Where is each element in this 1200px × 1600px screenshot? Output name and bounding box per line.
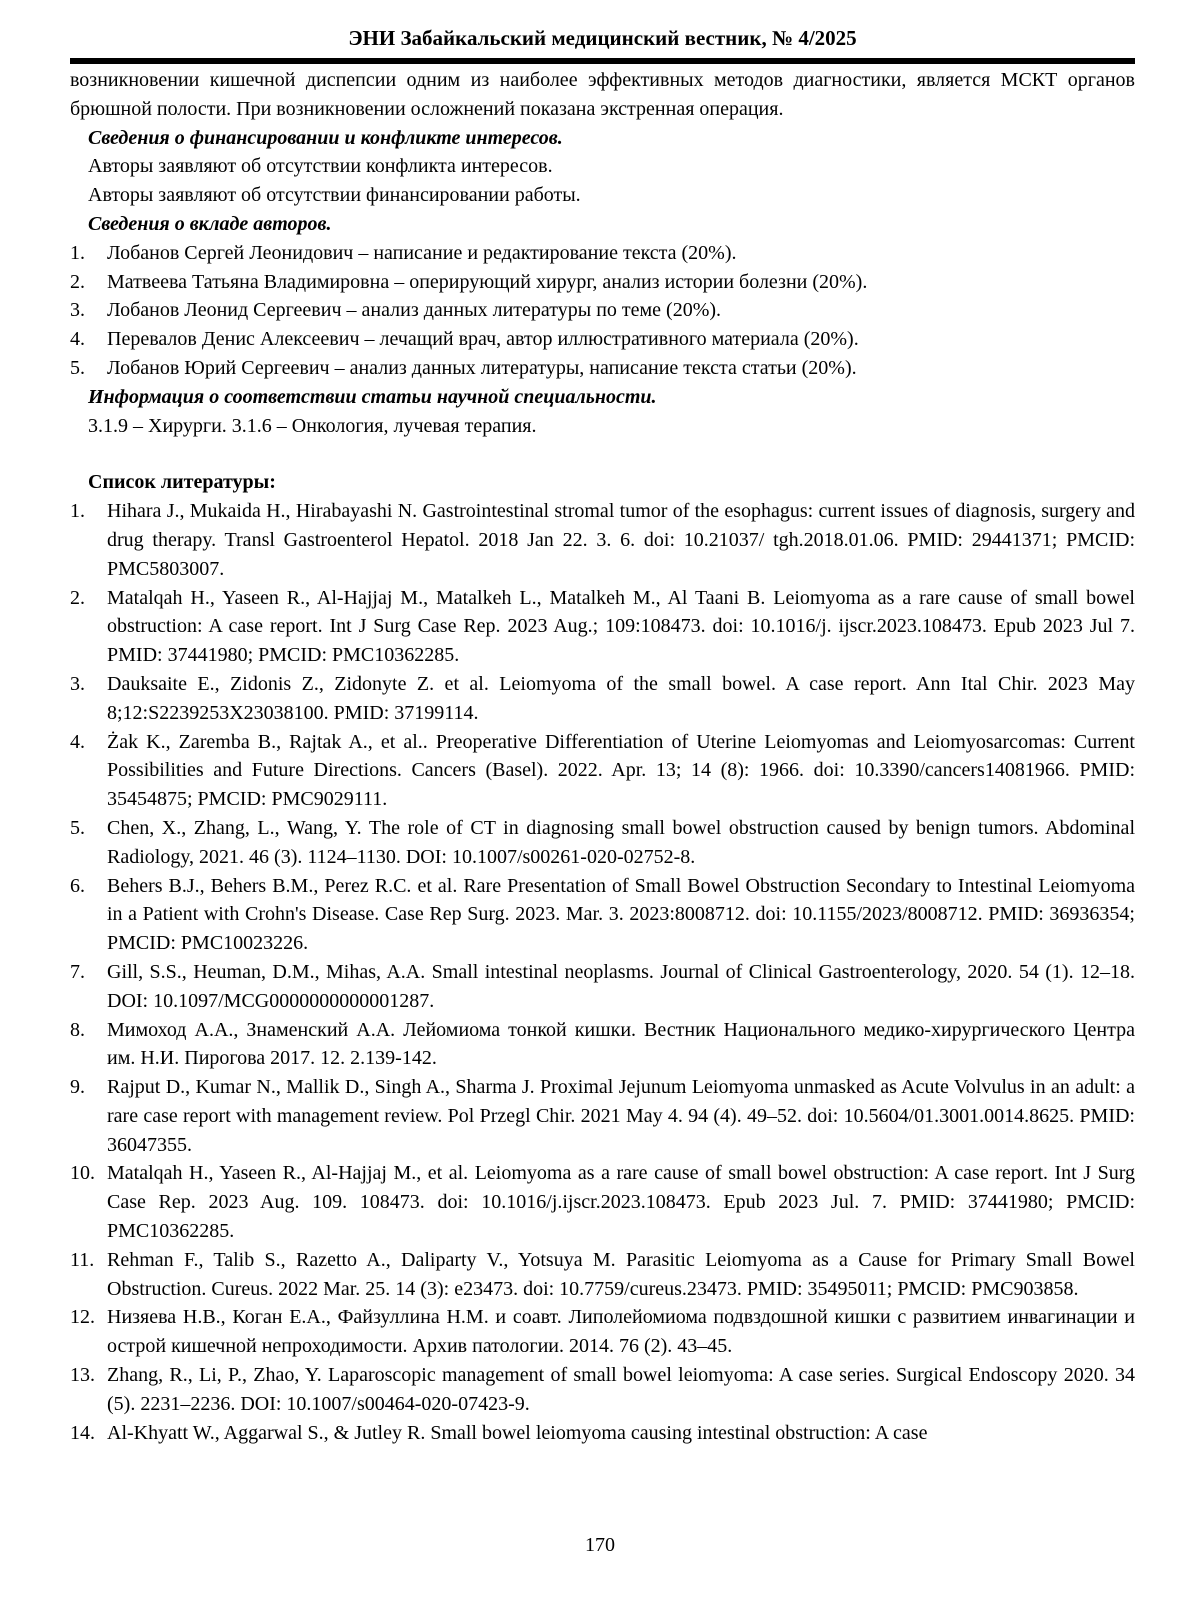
contribution-heading: Сведения о вкладе авторов. bbox=[88, 212, 332, 235]
contribution-item bbox=[70, 239, 1135, 268]
reference-text: Behers B.J., Behers B.M., Perez R.C. et al. Rare Presentation of Small Bowel Obstruction Secondary to Intestinal Leiomyoma in a Patient with Crohn's Disease. Case Rep Surg. 2023. Mar. 3. 2023:8008712. doi: 10.1155/2023/8008712. PMID: 36936354; PMCID: PMC10023226. bbox=[107, 874, 1135, 955]
journal-header: ЭНИ Забайкальский медицинский вестник, № 4/2025 bbox=[348, 26, 857, 50]
list-number: 5. bbox=[70, 816, 85, 839]
list-number: 4. bbox=[70, 730, 85, 753]
list-number: 1. bbox=[70, 500, 85, 523]
reference-text: Rajput D., Kumar N., Mallik D., Singh A., Sharma J. Proximal Jejunum Leiomyoma unmasked as Acute Volvulus in an adult: a rare case report with management review. Pol Przegl Chir. 2021 May 4. 94 (4). 49–52. doi: 10.5604/01.3001.0014.8625. PMID: 36047355. bbox=[107, 1076, 1135, 1156]
reference-text: Żak K., Zaremba B., Rajtak A., et al.. Preoperative Differentiation of Uterine Leiomyomas and Leiomyosarcomas: Current Possibilities and Future Directions. Cancers (Basel). 2022. Apr. 13; 14 (8): 1966. doi: 10.3390/cancers14081966. PMID: 35454875; PMCID: PMC9029111. bbox=[107, 730, 1135, 811]
specialty-text: 3.1.9 – Хирурги. 3.1.6 – Онкология, лучевая терапия. bbox=[88, 414, 537, 437]
contribution-item bbox=[70, 325, 1135, 354]
contribution-text: Перевалов Денис Алексеевич – лечащий врач, автор иллюстративного материала (20%). bbox=[107, 328, 859, 351]
list-number: 7. bbox=[70, 960, 85, 983]
list-number: 4. bbox=[70, 328, 85, 351]
reference-item bbox=[70, 958, 1135, 1016]
contribution-item bbox=[70, 268, 1135, 297]
contribution-item bbox=[70, 296, 1135, 325]
list-number: 2. bbox=[70, 586, 85, 609]
references-heading: Список литературы: bbox=[88, 471, 276, 494]
list-number: 3. bbox=[70, 299, 85, 322]
list-number: 11. bbox=[70, 1248, 95, 1271]
contribution-text: Матвеева Татьяна Владимировна – оперирующий хирург, анализ истории болезни (20%). bbox=[107, 270, 868, 293]
reference-text: Hihara J., Mukaida H., Hirabayashi N. Gastrointestinal stromal tumor of the esophagus: current issues of diagnosis, surgery and drug therapy. Transl Gastroenterol Hepatol. 2018 Jan 22. 3. 6. doi: 10.21037/ tgh.2018.01.06. PMID: 29441371; PMCID: PMC5803007. bbox=[107, 500, 1135, 580]
list-number: 9. bbox=[70, 1076, 85, 1099]
funding-heading: Сведения о финансировании и конфликте интересов. bbox=[88, 126, 563, 149]
specialty-heading: Информация о соответствии статьи научной специальности. bbox=[88, 385, 657, 408]
reference-item bbox=[70, 872, 1135, 958]
list-number: 3. bbox=[70, 672, 85, 695]
list-number: 10. bbox=[70, 1162, 95, 1185]
reference-item bbox=[70, 1073, 1135, 1159]
list-number: 1. bbox=[70, 241, 85, 264]
reference-item bbox=[70, 814, 1135, 872]
list-number: 14. bbox=[70, 1421, 95, 1444]
intro-paragraph: возникновении кишечной диспепсии одним из наиболее эффективных методов диагностики, является МСКТ органов брюшной полости. При возникновении осложнений показана экстренная операция. bbox=[70, 69, 1135, 120]
reference-item bbox=[70, 1303, 1135, 1361]
page-number: 170 bbox=[585, 1534, 615, 1556]
list-number: 8. bbox=[70, 1018, 85, 1041]
funding-line: Авторы заявляют об отсутствии финансировании работы. bbox=[88, 184, 581, 207]
list-number: 13. bbox=[70, 1364, 95, 1387]
page-body bbox=[70, 66, 1135, 1447]
reference-text: Мимоход А.А., Знаменский А.А. Лейомиома тонкой кишки. Вестник Национального медико-хирургического Центра им. Н.И. Пирогова 2017. 12. 2.139-142. bbox=[107, 1018, 1135, 1070]
reference-text: Matalqah H., Yaseen R., Al-Hajjaj M., et al. Leiomyoma as a rare cause of small bowel obstruction: A case report. Int J Surg Case Rep. 2023 Aug. 109. 108473. doi: 10.1016/j.ijscr.2023.108473. Epub 2023 Jul. 7. PMID: 37441980; PMCID: PMC10362285. bbox=[107, 1162, 1135, 1243]
contribution-text: Лобанов Юрий Сергеевич – анализ данных литературы, написание текста статьи (20%). bbox=[107, 356, 857, 379]
list-number: 5. bbox=[70, 356, 85, 379]
contribution-list bbox=[70, 239, 1135, 383]
reference-item bbox=[70, 497, 1135, 583]
section-spacer bbox=[70, 440, 1135, 468]
list-number: 6. bbox=[70, 874, 85, 897]
reference-item bbox=[70, 1361, 1135, 1419]
contribution-text: Лобанов Сергей Леонидович – написание и редактирование текста (20%). bbox=[107, 241, 737, 264]
reference-item bbox=[70, 584, 1135, 670]
contribution-text: Лобанов Леонид Сергеевич – анализ данных литературы по теме (20%). bbox=[107, 299, 722, 322]
reference-item bbox=[70, 1016, 1135, 1074]
reference-text: Zhang, R., Li, P., Zhao, Y. Laparoscopic management of small bowel leiomyoma: A case series. Surgical Endoscopy 2020. 34 (5). 2231–2236. DOI: 10.1007/s00464-020-07423-9. bbox=[107, 1364, 1135, 1415]
reference-item bbox=[70, 1159, 1135, 1245]
reference-text: Gill, S.S., Heuman, D.M., Mihas, A.A. Small intestinal neoplasms. Journal of Clinical Gastroenterology, 2020. 54 (1). 12–18. DOI: 10.1097/MCG0000000000001287. bbox=[107, 960, 1135, 1012]
reference-text: Rehman F., Talib S., Razetto A., Daliparty V., Yotsuya M. Parasitic Leiomyoma as a Cause for Primary Small Bowel Obstruction. Cureus. 2022 Mar. 25. 14 (3): e23473. doi: 10.7759/cureus.23473. PMID: 35495011; PMCID: PMC903858. bbox=[107, 1248, 1135, 1300]
list-number: 12. bbox=[70, 1306, 95, 1329]
reference-text: Chen, X., Zhang, L., Wang, Y. The role of CT in diagnosing small bowel obstruction caused by benign tumors. Abdominal Radiology, 2021. 46 (3). 1124–1130. DOI: 10.1007/s00261-020-02752-8. bbox=[107, 816, 1135, 868]
reference-text: Dauksaite E., Zidonis Z., Zidonyte Z. et al. Leiomyoma of the small bowel. A case report. Ann Ital Chir. 2023 May 8;12:S2239253X23038100. PMID: 37199114. bbox=[107, 672, 1135, 724]
funding-line: Авторы заявляют об отсутствии конфликта интересов. bbox=[88, 155, 553, 178]
reference-text: Matalqah H., Yaseen R., Al-Hajjaj M., Matalkeh L., Matalkeh M., Al Taani B. Leiomyoma as a rare cause of small bowel obstruction: A case report. Int J Surg Case Rep. 2023 Aug.; 109:108473. doi: 10.1016/j. ijscr.2023.108473. Epub 2023 Jul 7. PMID: 37441980; PMCID: PMC10362285. bbox=[107, 586, 1135, 667]
contribution-item bbox=[70, 354, 1135, 383]
reference-item bbox=[70, 670, 1135, 728]
reference-item bbox=[70, 1419, 1135, 1448]
reference-item bbox=[70, 728, 1135, 814]
reference-item bbox=[70, 1246, 1135, 1304]
reference-text: Низяева Н.В., Коган Е.А., Файзуллина Н.М. и соавт. Липолейомиома подвздошной кишки с развитием инвагинации и острой кишечной непроходимости. Архив патологии. 2014. 76 (2). 43–45. bbox=[107, 1306, 1135, 1358]
reference-text: Al-Khyatt W., Aggarwal S., & Jutley R. Small bowel leiomyoma causing intestinal obstruction: A case bbox=[107, 1421, 928, 1444]
list-number: 2. bbox=[70, 270, 85, 293]
header-rule bbox=[70, 58, 1135, 64]
references-list bbox=[70, 497, 1135, 1447]
